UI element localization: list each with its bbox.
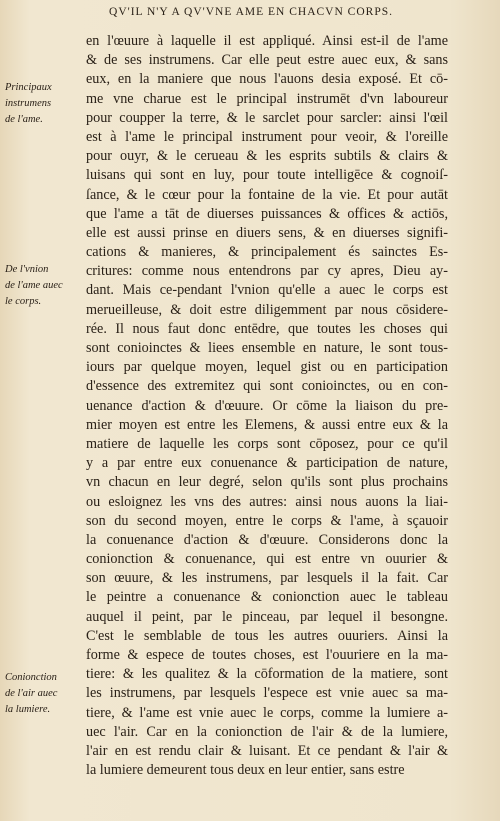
text-line: forme & espece de toutes choses, est l'ouuriere en la ma- [86,647,448,663]
text-line: elle est aussi prinse en diuers sens, & en diuerses signifi- [86,224,448,241]
text-line: luisans qui sont en luy, pour toute intelligēce & cognoiſ- [86,167,448,184]
text-line: ou esloignez les vns des autres: ainsi nous auons la liai- [86,493,448,510]
text-line: y a par entre eux conuenance & participation de nature, [86,455,448,472]
margin-note-line: de l'ame. [5,114,43,125]
margin-note-union [5,262,85,310]
margin-note-line: de l'air auec [5,688,58,699]
text-line: la conuenance d'action & d'œuure. Considerons donc la [86,531,448,548]
text-line: que l'ame a tāt de diuerses puissances & offices & actiōs, [86,205,448,222]
text-line: me vne charue est le principal instrumēt d'vn laboureur [86,90,448,107]
margin-note-instruments [5,80,85,128]
margin-note-line: le corps. [5,296,42,307]
text-line: sont conioinctes & liees ensemble en nature, le sont tous- [86,340,448,356]
text-line: la lumiere demeurent tous deux en leur entier, sans estre [86,762,405,779]
text-line: merueilleuse, & doit estre diligemment par nous cōsidere- [86,301,448,318]
text-line: pour coupper la terre, & le sarclet pour sarcler: ainsi l'œil [86,109,448,126]
body-text [86,32,448,780]
margin-note-line: la lumiere. [5,704,51,715]
text-line: ſance, & le cœur pour la fontaine de la vie. Et pour autāt [86,186,448,203]
text-line: matiere de laquelle les corps sont cōposez, pour ce qu'il [86,435,448,452]
margin-note-conjunction [5,670,85,718]
text-line: cations & manieres, & principalement és sainctes Es- [86,244,448,261]
margin-note-line: de l'ame auec [5,280,63,291]
text-line: uec l'air. Car en la conionction de l'air & de la lumiere, [86,723,448,740]
text-line: tiere: & les qualitez & la cōformation de la matiere, sont [86,666,448,683]
text-line: son du second moyen, entre le corps & l'ame, à sçauoir [86,512,448,529]
text-line: & de ses instrumens. Car elle peut estre auec eux, & sans [86,52,448,69]
text-line: en l'œuure à laquelle il est appliqué. Ainsi est-il de l'ame [86,33,448,49]
text-line: les instrumens, par lesquels l'espece est vnie auec sa ma- [86,685,448,702]
margin-note-line: Principaux [5,82,52,93]
text-line: vn chacun en leur degré, selon qu'ils sont plus prochains [86,474,448,491]
text-line: iours par quelque moyen, lequel gist ou en participation [86,359,448,376]
text-line: critures: comme nous entendrons par cy apres, Dieu ay- [86,263,448,280]
text-line: le peintre a conuenance & conionction auec le tableau [86,589,448,606]
text-line: d'essence des extremitez qui sont conioinctes, ou en con- [86,378,448,395]
text-line: est à l'ame le principal instrument pour veoir, & l'oreille [86,128,448,145]
text-line: tiere, & l'ame est vnie auec le corps, comme la lumiere a- [86,704,448,721]
text-line: mier moyen est entre les Elemens, & aussi entre eux & la [86,416,448,433]
text-line: dant. Mais ce-pendant l'vnion qu'elle a auec le corps est [86,282,448,299]
text-line: rée. Il nous faut donc entēdre, que toutes les choses qui [86,320,448,337]
text-line: eux, en la maniere que nous l'auons desia exposé. Et cō- [86,71,448,88]
text-line: auquel il peint, par le pinceau, par lequel il besongne. [86,608,448,625]
text-line: pour ouyr, & le cerueau & les esprits subtils & clairs & [86,148,448,165]
margin-note-line: Conionction [5,672,57,683]
text-line: son œuure, & les instrumens, par lesquels il la fait. Car [86,570,448,587]
margin-note-line: instrumens [5,98,52,109]
text-line: conionction & conuenance, qui est entre vn ouurier & [86,551,448,568]
margin-note-line: De l'vnion [5,264,49,275]
text-line: C'est le semblable de tous les autres ouuriers. Ainsi la [86,627,448,644]
text-line: l'air en est rendu clair & luisant. Et ce pendant & l'air & [86,742,448,759]
text-line: uenance d'action & d'œuure. Or cōme la liaison du pre- [86,397,448,414]
running-head: QV'IL N'Y A QV'VNE AME EN CHACVN CORPS. [109,6,393,18]
